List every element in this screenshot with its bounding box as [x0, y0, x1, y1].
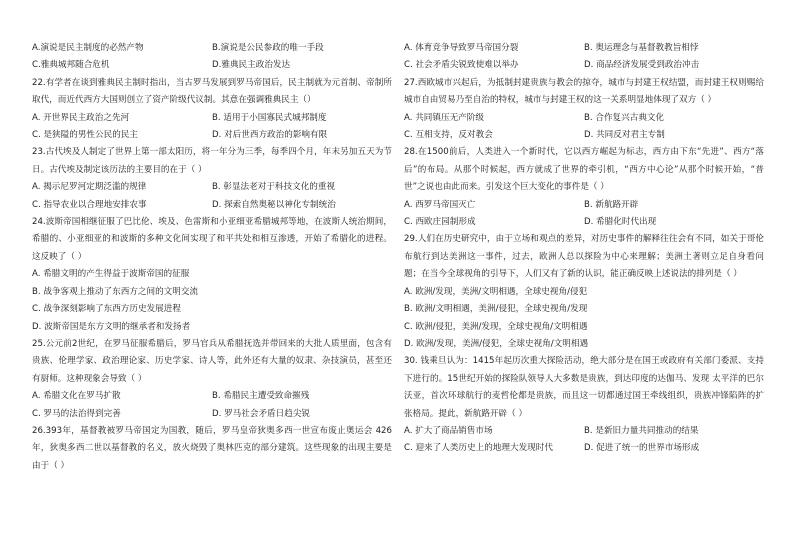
option-C: C. 互相支持，反对教会	[404, 130, 493, 141]
option-A: A.演说是民主制度的必然产物	[32, 43, 144, 53]
question-stem: 24.波斯帝国相继征服了巴比伦、埃及、色雷斯和小亚细亚希腊城邦等地，在波斯人统治期间，希腊的、小亚细亚的和波斯的多种文化间实现了和平共处和相互渗透，开始了希腊化的进程。这反映了（ ）	[32, 217, 392, 262]
option-D: D. 商品经济发展受到政治冲击	[584, 60, 700, 71]
option-A: A. 欧洲/发现，美洲/文明相遇，全球史视角/侵犯	[404, 286, 588, 297]
option-C: C. 是狭隘的男性公民的民主	[32, 130, 138, 141]
question-q27	[404, 75, 764, 145]
question-stem: 29.人们在历史研究中，由于立场和观点的差异，对历史事件的解释往往会有不同，如关于哥伦布航行到达美洲这一事件，过去，欧洲人总以探险为中心来理解；美洲土著则立足自身看问题；在当今全球视角的引导下，人们又有了新的认识，能正确反映上述说法的排列是（ ）	[404, 234, 764, 280]
option-D: D. 探索自然奥秘以神化专制统治	[212, 199, 336, 210]
question-stem: 30. 钱乘旦认为：1415年起历次重大探险活动，绝大部分是在国王或政府有关部门委派、支持下进行的。15世纪开始的探险队领导人大多数是贵族，到达印度的达伽马、发现 太平洋的巴尔沃亚，首次环球航行的麦哲伦都是贵族，而且这一切都通过国王牵线组织，贵族冲锋陷阵的扩张格局。提此，新航路开辟（ ）	[404, 356, 764, 419]
option-C: C. 社会矛盾尖锐致使难以举办	[404, 60, 519, 71]
option-C: C. 战争深刻影响了东西方历史发展进程	[32, 304, 181, 315]
option-D: D. 共同反对君主专制	[584, 130, 665, 141]
question-stem: 25.公元前2世纪，在罗马征服希腊后，罗马官兵从希腊抚选并带回来的大批人质里面，包含有贵族、伦理学家、政治理论家、历史学家、诗人等，此外还有大量的奴隶、杂技演员，甚至还有厨师。这种现象会导致（ ）	[32, 338, 392, 384]
option-A: A. 共同镇压无产阶级	[404, 112, 484, 123]
option-B: B. 彰显法老对于科技文化的重视	[212, 182, 336, 193]
question-q26opts	[404, 40, 764, 75]
options	[32, 388, 392, 423]
option-C: C. 迎来了人类历史上的地理大发现时代	[404, 443, 553, 454]
option-B: B. 是新旧力量共同推动的结果	[584, 425, 699, 436]
options	[404, 40, 764, 75]
option-A: A. 希腊文化在罗马扩散	[32, 391, 121, 402]
option-C: C. 指导农业以合理地安排农事	[32, 199, 147, 210]
option-A: A. 揭示尼罗河定期泛滥的规律	[32, 182, 147, 193]
option-A: A. 希腊文明的产生得益于波斯帝国的征服	[32, 269, 190, 280]
options	[32, 40, 392, 75]
option-C: C. 罗马的法治得到完善	[32, 408, 121, 419]
option-A: A. 体育竞争导致罗马帝国分裂	[404, 43, 519, 53]
question-stem: 26.393年，基督教被罗马帝国定为国教，随后，罗马皇帝狄奥多西一世宣布废止奥运会 426年，狄奥多西二世以基督教的名义，放火烧毁了奥林匹克的部分建筑。这些现象的出现主要是由于（ ）	[32, 425, 392, 471]
question-q25	[32, 336, 392, 423]
option-D: D. 波斯帝国是东方文明的继承者和发扬者	[32, 321, 191, 332]
question-q24	[32, 214, 392, 336]
option-D: D.雅典民主政治发达	[212, 60, 291, 71]
question-q26	[32, 423, 392, 475]
option-C: C.雅典城邦随合危机	[32, 60, 110, 71]
option-A: A. 扩大了商品销售市场	[404, 425, 493, 436]
option-B: B. 合作复兴古典文化	[584, 112, 665, 123]
question-q21tail	[32, 40, 392, 75]
option-A: A. 开世界民主政治之先河	[32, 112, 130, 123]
option-D: D. 促进了统一的世界市场形成	[584, 443, 700, 454]
question-q23	[32, 144, 392, 214]
option-D: D. 希腊化时代出现	[584, 217, 657, 228]
options	[404, 197, 764, 232]
option-C: C. 欧洲/侵犯，美洲/发现，全球史视角/文明相遇	[404, 321, 588, 332]
question-q22	[32, 75, 392, 145]
options	[32, 266, 392, 336]
option-D: D. 罗马社会矛盾日趋尖锐	[212, 408, 311, 419]
options	[404, 423, 764, 458]
option-B: B. 适用于小国寡民式城邦制度	[212, 112, 327, 123]
option-B: B. 奥运理念与基督教教旨相悖	[584, 43, 699, 53]
question-q28	[404, 144, 764, 231]
options	[32, 179, 392, 214]
question-q29	[404, 231, 764, 353]
question-q30	[404, 353, 764, 457]
option-D: D. 对后世西方政治的影响有限	[212, 130, 328, 141]
question-stem: 27.西欧城市兴起后，为抵制封建贵族与教会的掠夺，城市与封建王权结盟，而封建王权则赐给城市自由贸易乃至自治的特权，城市与封建王权的这一关系明显地体现了双方（ ）	[404, 77, 764, 106]
options	[32, 110, 392, 145]
question-stem: 28.在1500前后，人类进入一个新时代，它以西方崛起为标志，西方由下东“先进”、西方“落后”的布局。从那个时候起，西方就成了世界的牵引机，“西方中心论”从那个时候开始，“普世”之说也由此而来。引发这个巨大变化的事件是（ ）	[404, 147, 764, 193]
option-C: C. 西欧庄园制形成	[404, 217, 476, 228]
option-A: A. 西罗马帝国灭亡	[404, 199, 476, 210]
option-B: B.演说是公民参政的唯一手段	[212, 43, 324, 53]
option-B: B. 希腊民主遭受致命摧残	[212, 391, 310, 402]
option-B: B. 新航路开辟	[584, 199, 639, 210]
option-B: B. 战争客观上推动了东西方之间的文明交流	[32, 286, 199, 297]
left-column	[32, 40, 392, 475]
options	[404, 284, 764, 354]
options	[404, 110, 764, 145]
question-stem: 22.有学者在谈到雅典民主制时指出，当古罗马发展到罗马帝国后，民主制就为元首制、帝制所取代，而近代西方大国则创立了资产阶级代议制。其意在强调雅典民主（）	[32, 77, 392, 106]
right-column	[404, 40, 764, 458]
option-D: D. 欧洲/发现，美洲/侵犯，全球史视角/文明相遇	[404, 338, 589, 349]
question-stem: 23.古代埃及人制定了世界上第一部太阳历，将一年分为三季，每季四个月，年末另加五天为节日。古代埃及制定该历法的主要目的在于（ ）	[32, 147, 392, 175]
option-B: B. 欧洲/文明相遇，美洲/侵犯，全球史视角/发现	[404, 304, 588, 315]
